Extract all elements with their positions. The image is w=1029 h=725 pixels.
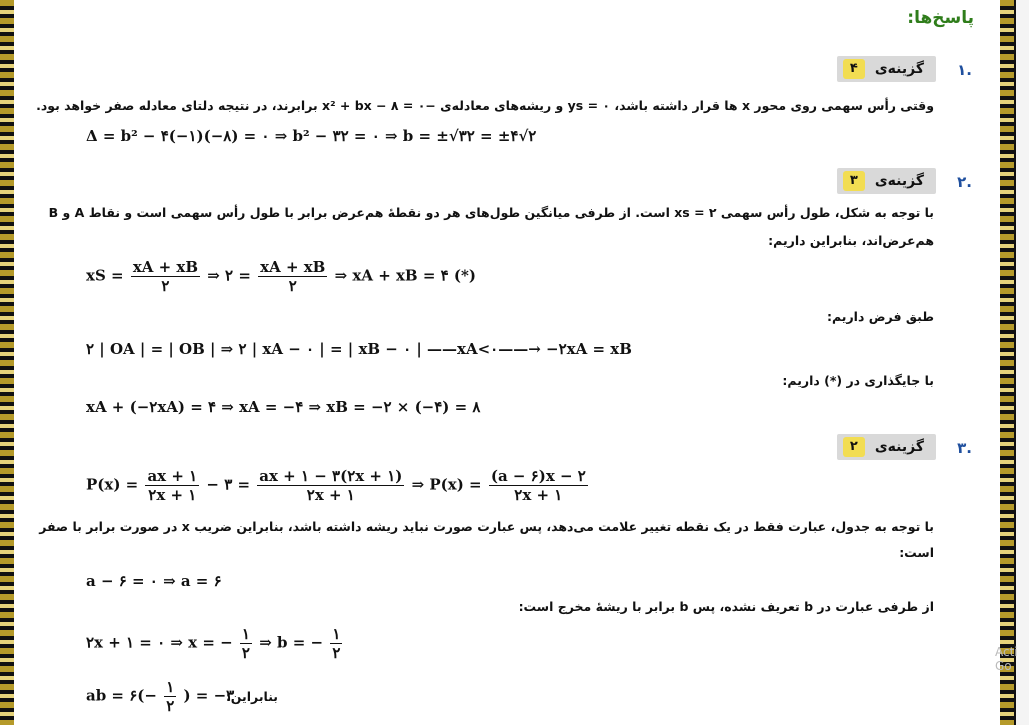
math-term: − ۳ = bbox=[206, 475, 251, 494]
question-3-text-line-3: از طرفی عبارت در b تعریف نشده، پس b برابر با ریشهٔ مخرج است: bbox=[518, 599, 934, 614]
math-term: ⇒ ۲ = bbox=[207, 266, 251, 285]
option-badge: ۳ bbox=[843, 171, 865, 191]
math-term: ⇒ xA + xB = ۴ (*) bbox=[334, 266, 476, 285]
math-term: ⇒ P(x) = bbox=[411, 475, 482, 494]
question-3-equation-2: a − ۶ = ۰ ⇒ a = ۶ bbox=[86, 572, 222, 590]
option-label: گزینه‌ی bbox=[874, 61, 924, 77]
numerator: ۱ bbox=[332, 625, 341, 643]
fraction bbox=[257, 467, 404, 504]
question-1-text: وقتی رأس سهمی روی محور x ها قرار داشته باشد، ys = ۰ و ریشه‌های معادله‌ی −x² + bx − ۸ = ۰ برابرند، در نتیجه دلتای معادله صفر خواهد بود. bbox=[36, 98, 934, 113]
denominator: ۲ bbox=[332, 644, 341, 662]
numerator: (a − ۶)x − ۲ bbox=[490, 467, 586, 485]
question-number-1: ۱. bbox=[957, 61, 972, 79]
denominator: ۲ bbox=[166, 697, 175, 715]
window-edge bbox=[1016, 0, 1029, 725]
answer-option-2 bbox=[837, 168, 936, 194]
fraction bbox=[240, 625, 252, 662]
numerator: ax + ۱ − ۳(۲x + ۱) bbox=[259, 467, 403, 485]
question-number-2: ۲. bbox=[957, 173, 972, 191]
option-badge: ۲ bbox=[843, 437, 865, 457]
answers-page bbox=[24, 0, 994, 725]
question-2-text-line-3: طبق فرض داریم: bbox=[826, 309, 934, 324]
question-2-equation-3: xA + (−۲xA) = ۴ ⇒ xA = −۴ ⇒ xB = −۲ × (−۴) = ۸ bbox=[86, 398, 481, 416]
answer-option-3 bbox=[837, 434, 936, 460]
decorative-border-right bbox=[1000, 0, 1014, 725]
denominator: ۲x + ۱ bbox=[514, 486, 563, 504]
fraction bbox=[258, 258, 327, 295]
fraction bbox=[131, 258, 200, 295]
numerator: xA + xB bbox=[132, 258, 199, 276]
numerator: ۱ bbox=[241, 625, 250, 643]
math-term: ⇒ b = − bbox=[259, 633, 324, 652]
question-1-equation: Δ = b² − ۴(−۱)(−۸) = ۰ ⇒ b² − ۳۲ = ۰ ⇒ b = ±√۳۲ = ±۴√۲ bbox=[86, 127, 537, 145]
math-term: xS = bbox=[86, 266, 124, 285]
fraction bbox=[145, 467, 199, 504]
math-term: ) = −۳ bbox=[183, 686, 235, 705]
denominator: ۲x + ۱ bbox=[148, 486, 197, 504]
denominator: ۲ bbox=[161, 277, 170, 295]
numerator: ۱ bbox=[166, 678, 175, 696]
question-3-equation-1 bbox=[86, 467, 590, 504]
question-3-equation-3 bbox=[86, 625, 344, 662]
question-2-text-line-1: با توجه به شکل، طول رأس سهمی xs = ۲ است. از طرفی میانگین طول‌های هر دو نقطهٔ هم‌عرض برابر با طول رأس سهمی است و نقاط A و B bbox=[48, 205, 934, 220]
question-3-text-line-2: است: bbox=[899, 545, 934, 560]
fraction bbox=[330, 625, 342, 662]
math-term: ab = ۶(− bbox=[86, 686, 157, 705]
option-label: گزینه‌ی bbox=[874, 439, 924, 455]
question-2-equation-1 bbox=[86, 258, 476, 295]
fraction bbox=[489, 467, 588, 504]
page-title: پاسخ‌ها: bbox=[907, 8, 974, 28]
activation-watermark bbox=[995, 645, 1018, 673]
watermark-line-2: Go bbox=[995, 659, 1012, 673]
fraction bbox=[164, 678, 176, 715]
watermark-line-1: Acti bbox=[995, 645, 1018, 659]
denominator: ۲ bbox=[241, 644, 250, 662]
numerator: xA + xB bbox=[260, 258, 326, 276]
numerator: ax + ۱ bbox=[147, 467, 198, 485]
question-2-text-line-4: با جایگذاری در (*) داریم: bbox=[782, 373, 934, 388]
question-3-text-line-1: با توجه به جدول، عبارت فقط در یک نقطه تغییر علامت می‌دهد، پس عبارت صورت نباید ریشه داشته باشد، بنابراین ضریب x در صورت برابر با صفر bbox=[39, 519, 934, 534]
question-2-text-line-2: هم‌عرض‌اند، بنابراین داریم: bbox=[768, 233, 934, 248]
question-number-3: ۳. bbox=[957, 439, 972, 457]
math-term: P(x) = bbox=[86, 475, 139, 494]
option-badge: ۴ bbox=[843, 59, 865, 79]
question-3-text-line-4: بنابراین: bbox=[225, 689, 278, 704]
denominator: ۲x + ۱ bbox=[306, 486, 355, 504]
question-3-equation-4 bbox=[86, 678, 234, 715]
math-term: ۲x + ۱ = ۰ ⇒ x = − bbox=[86, 633, 233, 652]
answer-option-1 bbox=[837, 56, 936, 82]
decorative-border-left bbox=[0, 0, 14, 725]
denominator: ۲ bbox=[288, 277, 297, 295]
option-label: گزینه‌ی bbox=[874, 173, 924, 189]
question-2-equation-2: ۲ | OA | = | OB | ⇒ ۲ | xA − ۰ | = | xB − ۰ | ——xA<۰——→ −۲xA = xB bbox=[86, 340, 632, 358]
